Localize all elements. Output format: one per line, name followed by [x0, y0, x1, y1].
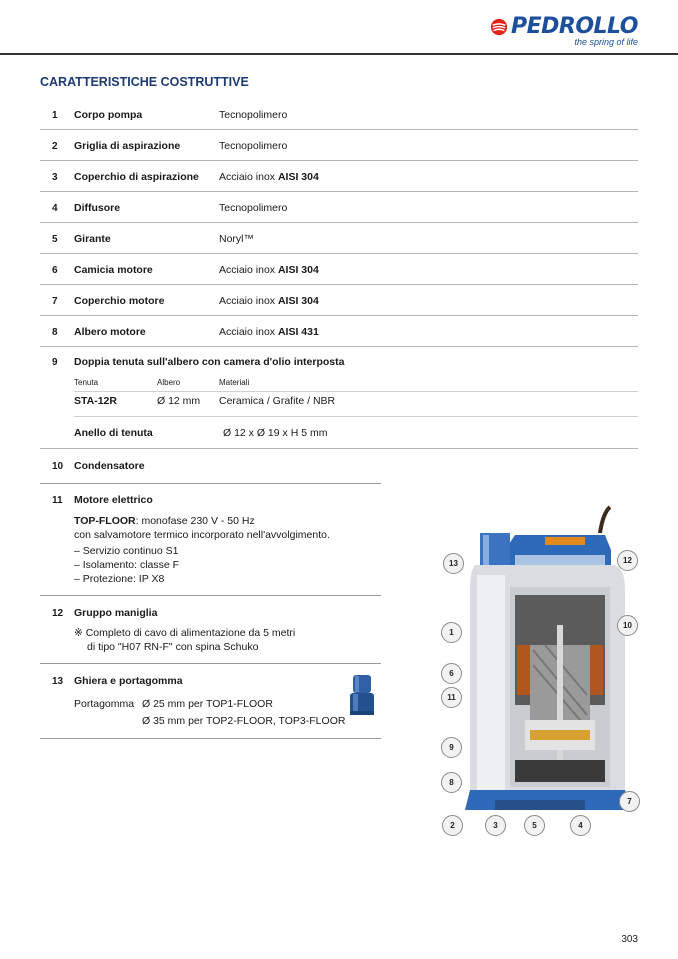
handle-section — [40, 596, 381, 664]
callout-12: 12 — [617, 550, 638, 571]
component-material: Acciaio inox AISI 304 — [219, 295, 319, 307]
seal-title: Doppia tenuta sull'albero con camera d'olio interposta — [74, 356, 345, 368]
component-number: 10 — [52, 461, 64, 472]
motor-bullet: – Protezione: IP X8 — [74, 573, 165, 585]
table-row — [40, 160, 638, 192]
component-number: 9 — [52, 357, 58, 368]
table-row — [40, 284, 638, 316]
callout-8: 8 — [441, 772, 462, 793]
component-label: Coperchio di aspirazione — [74, 171, 199, 183]
pedrollo-logo-icon — [490, 18, 508, 36]
motor-bullet: – Isolamento: classe F — [74, 559, 180, 571]
component-number: 4 — [52, 203, 58, 214]
seal-ring-value: Ø 12 x Ø 19 x H 5 mm — [223, 427, 328, 439]
motor-section — [40, 484, 381, 596]
motor-label: Motore elettrico — [74, 494, 153, 506]
page-number: 303 — [621, 934, 638, 945]
seal-row-divider — [74, 416, 638, 417]
component-number: 13 — [52, 676, 64, 687]
seal-section — [40, 347, 638, 449]
motor-protection-note: con salvamotore termico incorporato nell'avvolgimento. — [74, 529, 330, 541]
callout-10: 10 — [617, 615, 638, 636]
seal-col-header-albero: Albero — [157, 378, 181, 387]
hose-adapter-image — [347, 673, 377, 717]
seal-albero-value: Ø 12 mm — [157, 395, 201, 407]
component-label: Camicia motore — [74, 264, 153, 276]
callout-11: 11 — [441, 687, 462, 708]
handle-cable-note: ※ Completo di cavo di alimentazione da 5 metri — [74, 627, 296, 639]
component-material: Acciaio inox AISI 304 — [219, 264, 319, 276]
component-label: Diffusore — [74, 202, 121, 214]
table-row — [40, 129, 638, 161]
seal-ring-label: Anello di tenuta — [74, 427, 153, 439]
ring-nut-section — [40, 664, 381, 739]
component-material: Tecnopolimero — [219, 140, 288, 152]
brand-name: PEDROLLO — [510, 14, 638, 39]
callout-6: 6 — [441, 663, 462, 684]
component-number: 12 — [52, 608, 64, 619]
motor-spec: TOP-FLOOR: monofase 230 V - 50 Hz — [74, 515, 255, 527]
callout-5: 5 — [524, 815, 545, 836]
callout-7: 7 — [619, 791, 640, 812]
callout-13: 13 — [443, 553, 464, 574]
table-row — [40, 315, 638, 347]
component-number: 6 — [52, 265, 58, 276]
hose-adapter-label: Portagomma — [74, 698, 135, 710]
table-row — [40, 191, 638, 223]
table-row — [40, 222, 638, 254]
ring-nut-label: Ghiera e portagomma — [74, 675, 183, 687]
callout-1: 1 — [441, 622, 462, 643]
callout-2: 2 — [442, 815, 463, 836]
component-number: 1 — [52, 110, 58, 121]
component-material: Noryl™ — [219, 233, 255, 245]
section-title: CARATTERISTICHE COSTRUTTIVE — [40, 75, 249, 89]
brand-tagline: the spring of life — [574, 37, 638, 47]
handle-label: Gruppo maniglia — [74, 607, 158, 619]
seal-materiali-value: Ceramica / Grafite / NBR — [219, 395, 336, 407]
component-material: Tecnopolimero — [219, 202, 288, 214]
hose-adapter-size: Ø 35 mm per TOP2-FLOOR, TOP3-FLOOR — [142, 715, 346, 727]
capacitor-label: Condensatore — [74, 460, 145, 472]
component-label: Corpo pompa — [74, 109, 143, 121]
component-number: 7 — [52, 296, 58, 307]
capacitor-section — [40, 449, 381, 484]
callout-4: 4 — [570, 815, 591, 836]
callout-3: 3 — [485, 815, 506, 836]
component-label: Girante — [74, 233, 111, 245]
handle-cable-type: di tipo "H07 RN-F" con spina Schuko — [87, 641, 259, 653]
seal-tenuta-value: STA-12R — [74, 395, 117, 407]
component-label: Albero motore — [74, 326, 146, 338]
component-material: Tecnopolimero — [219, 109, 288, 121]
component-number: 11 — [52, 495, 63, 506]
component-material: Acciaio inox AISI 431 — [219, 326, 319, 338]
seal-col-header-materiali: Materiali — [219, 378, 250, 387]
component-number: 3 — [52, 172, 58, 183]
brand-logo — [490, 14, 638, 47]
component-number: 8 — [52, 327, 58, 338]
component-number: 2 — [52, 141, 58, 152]
component-label: Coperchio motore — [74, 295, 165, 307]
component-number: 5 — [52, 234, 58, 245]
component-material: Acciaio inox AISI 304 — [219, 171, 319, 183]
component-label: Griglia di aspirazione — [74, 140, 181, 152]
callout-9: 9 — [441, 737, 462, 758]
table-row — [40, 98, 638, 130]
header-divider — [0, 53, 678, 55]
table-row — [40, 253, 638, 285]
seal-col-header-tenuta: Tenuta — [74, 378, 99, 387]
seal-header-divider — [74, 391, 638, 392]
hose-adapter-size: Ø 25 mm per TOP1-FLOOR — [142, 698, 273, 710]
motor-bullet: – Servizio continuo S1 — [74, 545, 179, 557]
